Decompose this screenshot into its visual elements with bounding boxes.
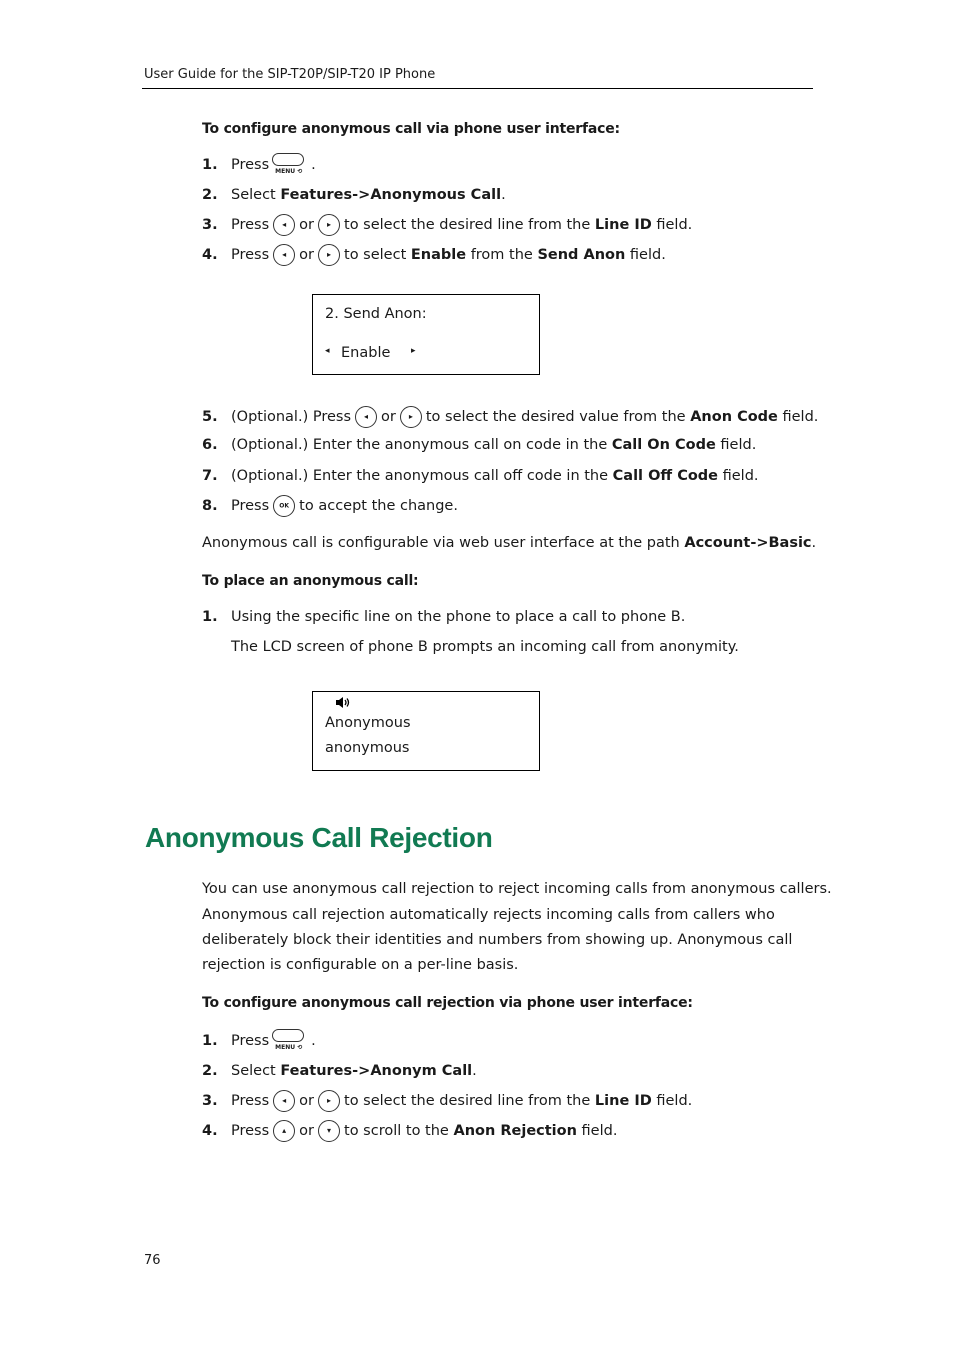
step-text: or bbox=[299, 1093, 315, 1109]
step-item bbox=[202, 1120, 617, 1142]
left-arrow-icon: ◂ bbox=[325, 346, 330, 356]
menu-path: Anonym Call bbox=[370, 1063, 473, 1079]
step-text: (Optional.) Press bbox=[231, 409, 352, 425]
down-key-icon: ▾ bbox=[318, 1120, 340, 1142]
menu-key-icon: MENU ⟲ bbox=[272, 1029, 306, 1053]
step-text: field. bbox=[581, 1123, 618, 1139]
lcd-line: anonymous bbox=[325, 740, 410, 756]
step-item bbox=[202, 244, 666, 266]
left-key-icon: ◂ bbox=[273, 214, 295, 236]
step-number: 2. bbox=[202, 1063, 218, 1079]
step-number: 3. bbox=[202, 1093, 218, 1109]
field-name: Line ID bbox=[594, 1093, 652, 1109]
step-text: Select bbox=[231, 1063, 276, 1079]
ok-key-icon: OK bbox=[273, 495, 295, 517]
menu-path: Features bbox=[280, 1063, 353, 1079]
procedure-title: To place an anonymous call: bbox=[202, 573, 419, 589]
step-text: Press bbox=[231, 498, 270, 514]
left-key-icon: ◂ bbox=[273, 244, 295, 266]
step-number: 2. bbox=[202, 187, 218, 203]
paragraph-line: deliberately block their identities and numbers from showing up. Anonymous call bbox=[202, 932, 793, 948]
menu-path: Basic bbox=[768, 535, 812, 551]
step-item bbox=[202, 1060, 477, 1082]
step-text: field. bbox=[722, 468, 759, 484]
step-text: to select the desired line from the bbox=[344, 1093, 591, 1109]
menu-path: Account bbox=[684, 535, 751, 551]
step-note: The LCD screen of phone B prompts an incoming call from anonymity. bbox=[231, 639, 739, 655]
step-item bbox=[202, 406, 818, 428]
menu-path: Anonymous Call bbox=[370, 187, 502, 203]
step-item bbox=[202, 184, 506, 206]
right-key-icon: ▸ bbox=[400, 406, 422, 428]
step-number: 8. bbox=[202, 498, 218, 514]
right-key-icon: ▸ bbox=[318, 1090, 340, 1112]
step-number: 7. bbox=[202, 468, 218, 484]
step-number: 3. bbox=[202, 217, 218, 233]
path-separator: -> bbox=[750, 535, 769, 551]
step-number: 4. bbox=[202, 1123, 218, 1139]
step-text: or bbox=[299, 1123, 315, 1139]
step-text: field. bbox=[629, 247, 666, 263]
field-name: Call On Code bbox=[611, 437, 716, 453]
step-text: . bbox=[501, 187, 506, 203]
step-number: 1. bbox=[202, 1033, 218, 1049]
step-text: Press bbox=[231, 157, 270, 173]
field-value: Enable bbox=[410, 247, 467, 263]
field-name: Anon Code bbox=[690, 409, 778, 425]
paragraph-line: You can use anonymous call rejection to reject incoming calls from anonymous callers. bbox=[202, 881, 832, 897]
step-text: Using the specific line on the phone to place a call to phone B. bbox=[231, 609, 686, 625]
note-text: Anonymous call is configurable via web user interface at the path bbox=[202, 535, 680, 551]
step-text: field. bbox=[656, 217, 693, 233]
step-item bbox=[202, 606, 685, 628]
field-name: Anon Rejection bbox=[453, 1123, 577, 1139]
step-text: Select bbox=[231, 187, 276, 203]
step-text: to select bbox=[344, 247, 407, 263]
step-text: (Optional.) Enter the anonymous call on code in the bbox=[231, 437, 608, 453]
step-number: 6. bbox=[202, 437, 218, 453]
step-text: to scroll to the bbox=[344, 1123, 449, 1139]
field-name: Call Off Code bbox=[612, 468, 719, 484]
step-text: to accept the change. bbox=[299, 498, 458, 514]
menu-key-icon: MENU ⟲ bbox=[272, 153, 306, 177]
step-text: from the bbox=[470, 247, 533, 263]
step-item bbox=[202, 465, 759, 487]
step-number: 4. bbox=[202, 247, 218, 263]
step-text: . bbox=[311, 157, 316, 173]
left-key-icon: ◂ bbox=[355, 406, 377, 428]
lcd-line: 2. Send Anon: bbox=[325, 306, 427, 322]
step-number: 1. bbox=[202, 157, 218, 173]
step-text: or bbox=[381, 409, 396, 425]
page-number: 76 bbox=[144, 1253, 161, 1268]
paragraph-line: Anonymous call rejection automatically rejects incoming calls from callers who bbox=[202, 907, 775, 923]
step-text: field. bbox=[782, 409, 819, 425]
step-item bbox=[202, 214, 692, 236]
step-text: (Optional.) Enter the anonymous call off code in the bbox=[231, 468, 609, 484]
header-rule bbox=[142, 88, 813, 89]
note-text: . bbox=[811, 535, 817, 551]
right-key-icon: ▸ bbox=[318, 244, 340, 266]
right-arrow-icon: ▸ bbox=[411, 346, 416, 356]
procedure-title: To configure anonymous call rejection via phone user interface: bbox=[202, 995, 693, 1011]
step-text: Press bbox=[231, 1093, 270, 1109]
step-number: 1. bbox=[202, 609, 218, 625]
step-text: field. bbox=[656, 1093, 693, 1109]
speaker-icon bbox=[336, 697, 351, 708]
step-item bbox=[202, 1030, 316, 1052]
step-item bbox=[202, 434, 756, 456]
step-text: . bbox=[472, 1063, 477, 1079]
step-text: Press bbox=[231, 247, 270, 263]
lcd-value: Enable bbox=[341, 345, 391, 361]
up-key-icon: ▴ bbox=[273, 1120, 295, 1142]
lcd-screen bbox=[312, 294, 540, 375]
web-note bbox=[202, 535, 816, 551]
field-name: Send Anon bbox=[537, 247, 626, 263]
step-text: to select the desired value from the bbox=[425, 409, 686, 425]
right-key-icon: ▸ bbox=[318, 214, 340, 236]
step-text: . bbox=[311, 1033, 316, 1049]
step-item bbox=[202, 1090, 692, 1112]
step-number: 5. bbox=[202, 409, 218, 425]
section-heading: Anonymous Call Rejection bbox=[145, 822, 493, 853]
step-text: field. bbox=[720, 437, 757, 453]
path-separator: -> bbox=[352, 1063, 371, 1079]
step-text: or bbox=[299, 217, 315, 233]
step-item bbox=[202, 154, 316, 176]
path-separator: -> bbox=[352, 187, 371, 203]
field-name: Line ID bbox=[594, 217, 652, 233]
left-key-icon: ◂ bbox=[273, 1090, 295, 1112]
step-text: Press bbox=[231, 1123, 270, 1139]
step-text: Press bbox=[231, 217, 270, 233]
procedure-title: To configure anonymous call via phone user interface: bbox=[202, 121, 620, 137]
step-text: to select the desired line from the bbox=[344, 217, 591, 233]
menu-path: Features bbox=[280, 187, 353, 203]
lcd-line: Anonymous bbox=[325, 715, 411, 731]
step-text: or bbox=[299, 247, 315, 263]
paragraph-line: rejection is configurable on a per-line basis. bbox=[202, 957, 519, 973]
step-text: Press bbox=[231, 1033, 270, 1049]
running-header: User Guide for the SIP-T20P/SIP-T20 IP Phone bbox=[144, 67, 436, 82]
step-item bbox=[202, 495, 458, 517]
lcd-screen bbox=[312, 691, 540, 771]
